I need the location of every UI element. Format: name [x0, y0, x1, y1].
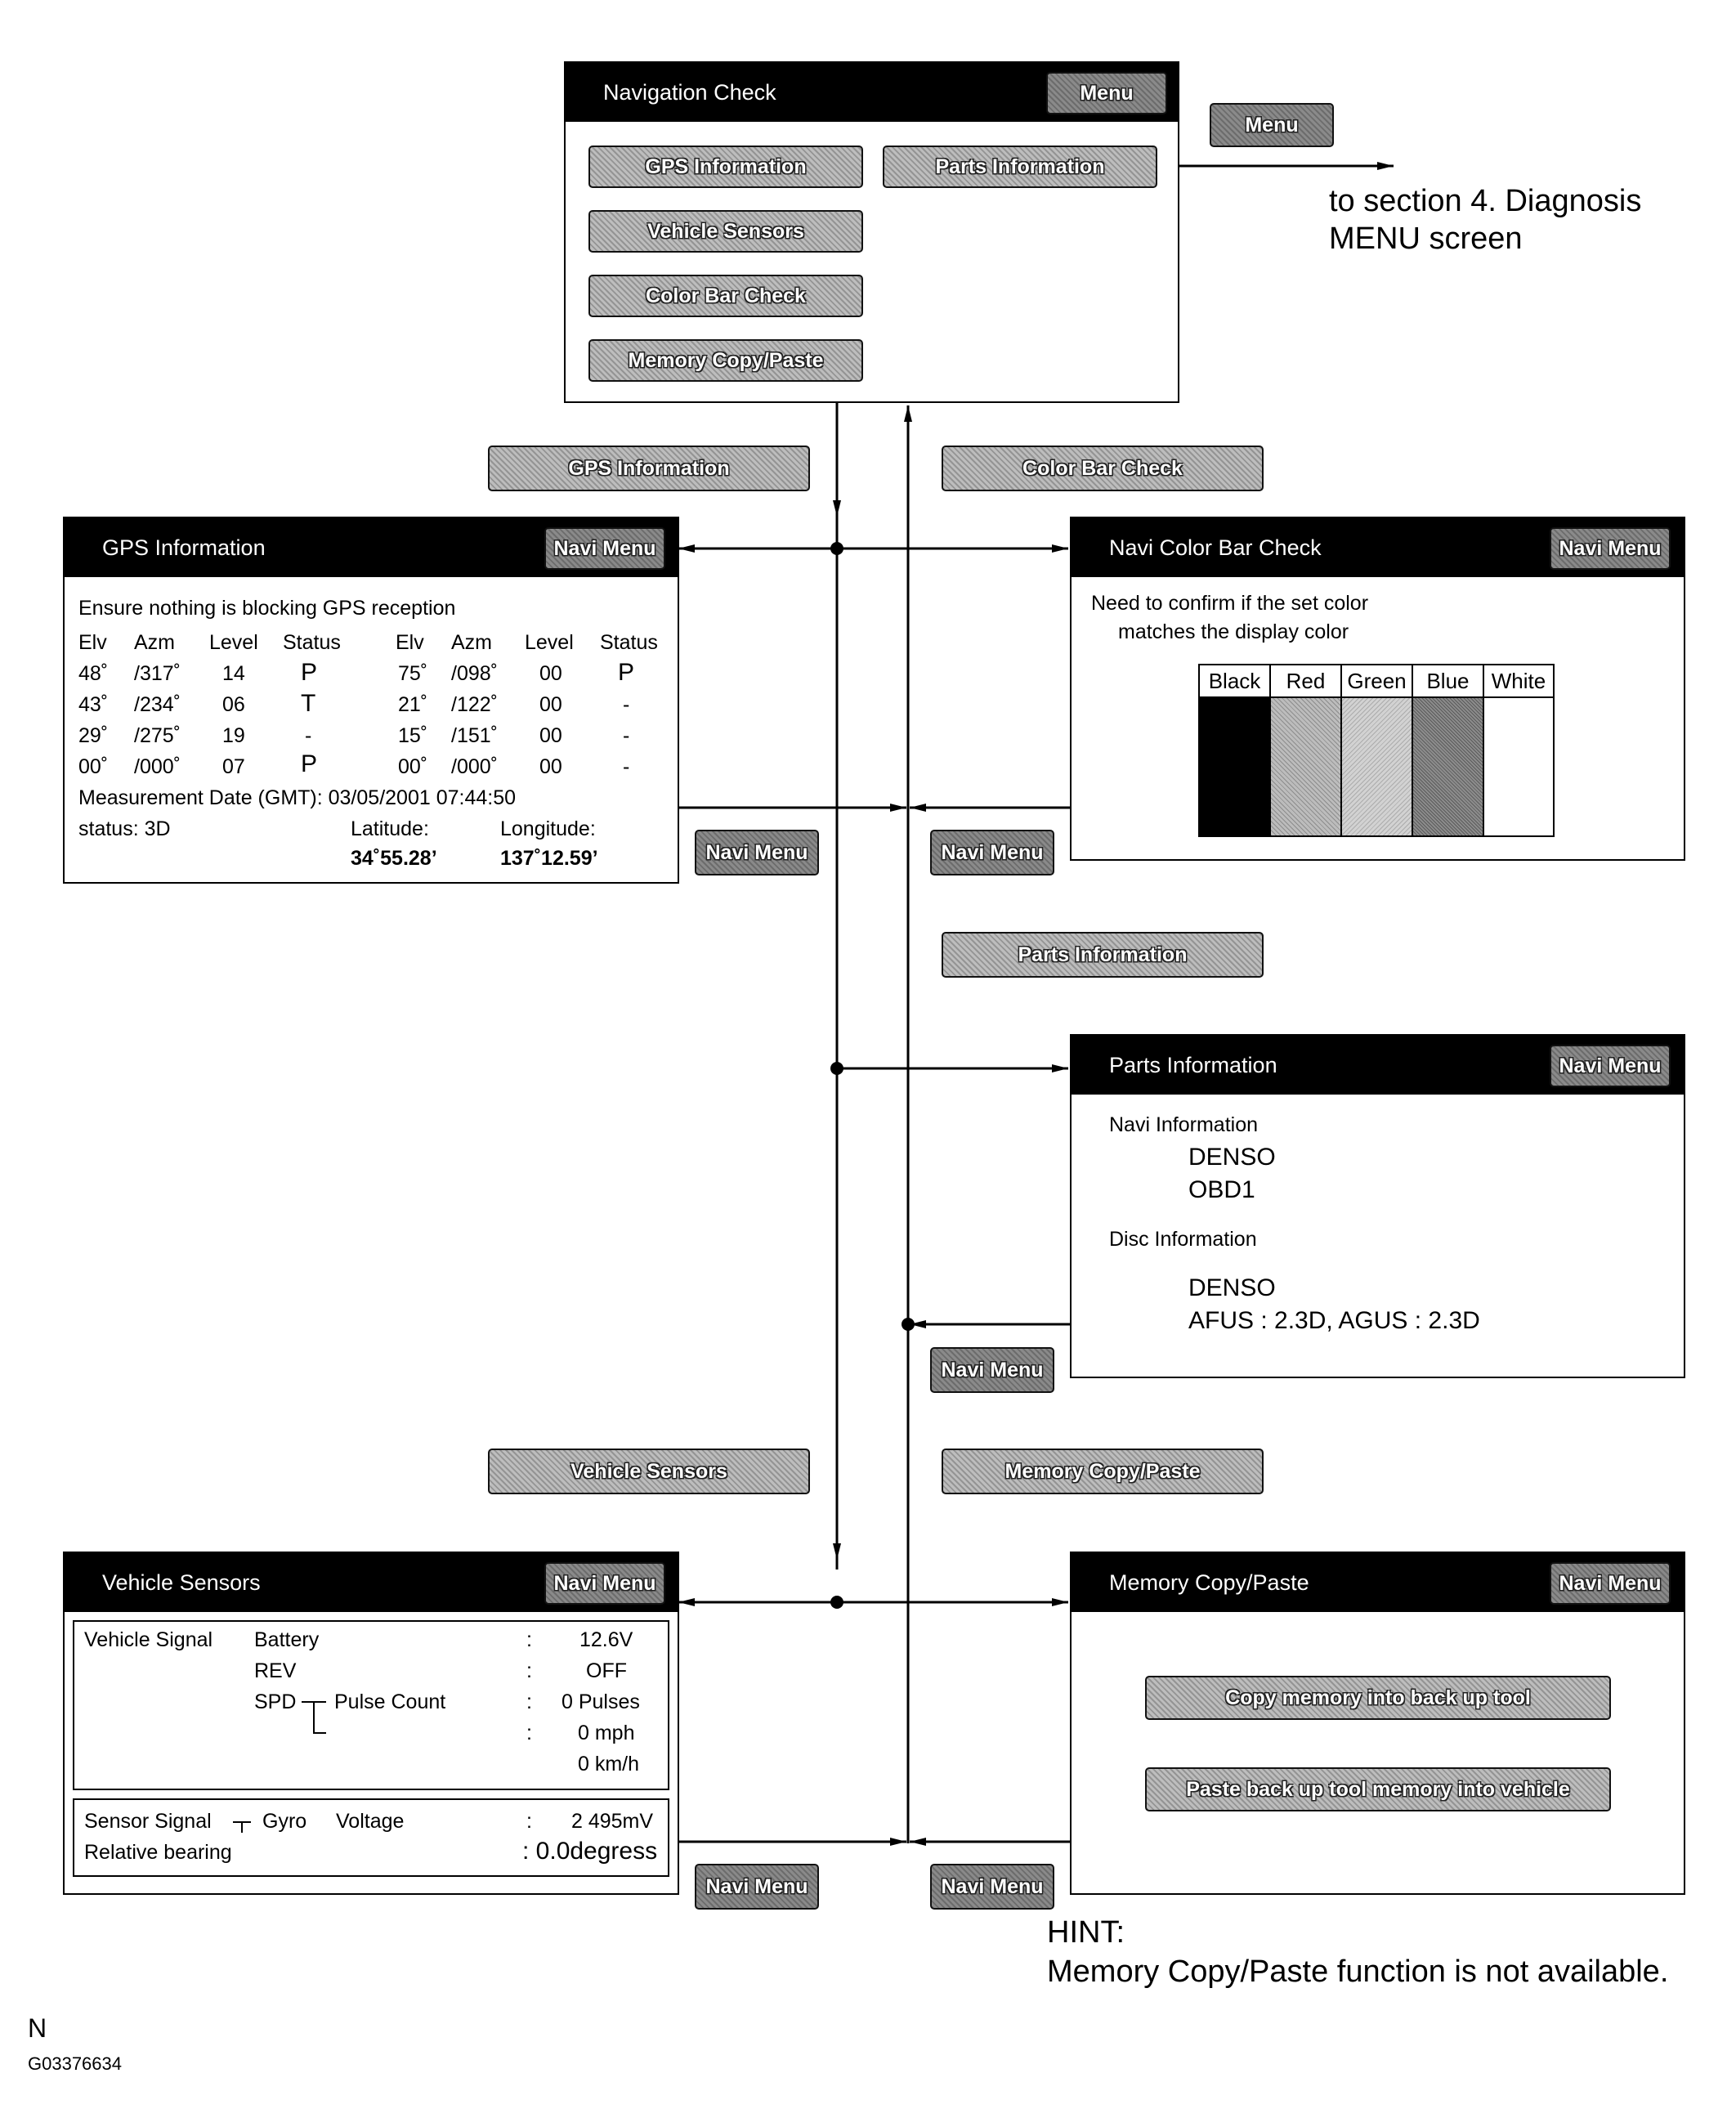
gps-cell: 14: [222, 662, 245, 685]
to-section-line-2: MENU screen: [1329, 222, 1523, 256]
gps-cell: -: [623, 693, 630, 716]
col-header: Elv: [78, 631, 107, 654]
spd-bracket: [313, 1701, 315, 1734]
gps-cell: /275˚: [134, 724, 181, 747]
gps-cell: 75˚: [398, 662, 428, 685]
gps-cell: -: [305, 724, 312, 747]
screen-title: GPS Information: [102, 535, 266, 560]
hint-label: HINT:: [1047, 1915, 1125, 1950]
gps-information-screen: [63, 517, 679, 884]
col-header: Level: [525, 631, 574, 654]
navi-menu-button[interactable]: Navi Menu: [1550, 527, 1671, 570]
latitude-label: Latitude:: [351, 817, 429, 840]
color-bar-label: Green: [1342, 665, 1412, 698]
gps-cell: 00˚: [398, 755, 428, 778]
voltage-value: 2 495mV: [571, 1810, 654, 1833]
flow-label-parts: Parts Information: [942, 932, 1264, 978]
screen-header: [65, 518, 678, 577]
gps-cell: T: [301, 690, 316, 717]
to-section-line-1: to section 4. Diagnosis: [1329, 184, 1642, 218]
sensor-bracket: [241, 1821, 243, 1833]
rev-value: OFF: [586, 1659, 627, 1682]
pulse-count-label: Pulse Count: [334, 1690, 446, 1713]
gps-cell: 00: [539, 724, 562, 747]
speed-kmh-value: 0 km/h: [578, 1753, 640, 1775]
flow-label-navi-menu: Navi Menu: [695, 1864, 819, 1910]
relative-bearing-label: Relative bearing: [84, 1841, 232, 1864]
gps-cell: 19: [222, 724, 245, 747]
parts-information-button[interactable]: Parts Information: [883, 146, 1157, 188]
navi-information-label: Navi Information: [1109, 1113, 1259, 1136]
gps-cell: 00: [539, 693, 562, 716]
separator-colon: :: [526, 1722, 532, 1744]
sensor-signal-label: Sensor Signal: [84, 1810, 212, 1833]
rev-label: REV: [254, 1659, 297, 1682]
gps-note: Ensure nothing is blocking GPS reception: [78, 597, 456, 620]
navi-information-value: DENSO: [1188, 1144, 1276, 1171]
color-bar-table: [1198, 664, 1555, 837]
color-bar-label: Black: [1200, 665, 1269, 698]
gps-cell: /317˚: [134, 662, 181, 685]
flow-label-navi-menu: Navi Menu: [930, 1864, 1054, 1910]
copy-memory-button[interactable]: Copy memory into back up tool: [1145, 1676, 1611, 1720]
color-swatch-green: [1342, 698, 1412, 835]
flow-label-vehicle: Vehicle Sensors: [488, 1449, 810, 1494]
screen-title: Memory Copy/Paste: [1109, 1570, 1309, 1595]
voltage-label: Voltage: [336, 1810, 405, 1833]
paste-memory-button[interactable]: Paste back up tool memory into vehicle: [1145, 1767, 1611, 1811]
color-note-1: Need to confirm if the set color: [1091, 592, 1369, 615]
figure-code: G03376634: [28, 2053, 122, 2074]
junction-dot: [830, 1062, 843, 1075]
col-header: Azm: [451, 631, 492, 654]
parts-information-screen: [1070, 1034, 1685, 1378]
screen-title: Parts Information: [1109, 1053, 1277, 1077]
gps-status: status: 3D: [78, 817, 171, 840]
color-bar-label: Blue: [1413, 665, 1483, 698]
navi-menu-button[interactable]: Navi Menu: [544, 1562, 665, 1605]
vehicle-sensors-button[interactable]: Vehicle Sensors: [588, 210, 863, 253]
screen-header: [65, 1553, 678, 1612]
col-header: Status: [283, 631, 341, 654]
gps-cell: /122˚: [451, 693, 498, 716]
longitude-label: Longitude:: [500, 817, 596, 840]
gps-cell: -: [623, 724, 630, 747]
junction-dot: [830, 542, 843, 555]
measurement-date: Measurement Date (GMT): 03/05/2001 07:44:50: [78, 786, 517, 809]
menu-flow-label: Menu: [1210, 103, 1334, 147]
navi-menu-button[interactable]: Navi Menu: [544, 527, 665, 570]
screen-header: [566, 63, 1178, 122]
flow-label-memory: Memory Copy/Paste: [942, 1449, 1264, 1494]
separator-colon: :: [526, 1659, 532, 1682]
flow-label-navi-menu: Navi Menu: [695, 830, 819, 875]
color-swatch-red: [1271, 698, 1340, 835]
screen-title: Navi Color Bar Check: [1109, 535, 1322, 560]
north-marker: N: [28, 2013, 47, 2043]
color-swatch-blue: [1413, 698, 1483, 835]
gps-cell: P: [301, 659, 318, 686]
disc-information-label: Disc Information: [1109, 1228, 1257, 1251]
gps-cell: 00: [539, 662, 562, 685]
gps-cell: 07: [222, 755, 245, 778]
longitude-value: 137˚12.59’: [500, 847, 598, 870]
battery-label: Battery: [254, 1628, 320, 1651]
speed-mph-value: 0 mph: [578, 1722, 635, 1744]
gps-cell: 48˚: [78, 662, 109, 685]
disc-information-value: DENSO: [1188, 1274, 1276, 1301]
vehicle-sensors-screen: [63, 1552, 679, 1895]
color-swatch-white: [1484, 698, 1553, 835]
spd-bracket: [313, 1732, 326, 1734]
sensor-signal-box: [73, 1798, 669, 1877]
spd-label: SPD: [254, 1690, 297, 1713]
gyro-label: Gyro: [262, 1810, 307, 1833]
gps-cell: 15˚: [398, 724, 428, 747]
color-bar-red: [1271, 665, 1342, 835]
flow-label-navi-menu: Navi Menu: [930, 830, 1054, 875]
memory-copy-paste-screen: [1070, 1552, 1685, 1895]
vehicle-signal-label: Vehicle Signal: [84, 1628, 213, 1651]
screen-title: Vehicle Sensors: [102, 1570, 261, 1595]
gps-cell: /151˚: [451, 724, 498, 747]
separator-colon: :: [526, 1628, 532, 1651]
gps-cell: 21˚: [398, 693, 428, 716]
gps-cell: 00˚: [78, 755, 109, 778]
color-bar-label: Red: [1271, 665, 1340, 698]
gps-cell: /000˚: [451, 755, 498, 778]
latitude-value: 34˚55.28’: [351, 847, 437, 870]
col-header: Level: [209, 631, 258, 654]
flow-label-gps: GPS Information: [488, 446, 810, 491]
color-bar-blue: [1413, 665, 1484, 835]
navi-menu-button[interactable]: Navi Menu: [1550, 1045, 1671, 1087]
pulse-count-value: 0 Pulses: [562, 1690, 640, 1713]
battery-value: 12.6V: [579, 1628, 633, 1651]
col-header: Elv: [396, 631, 424, 654]
vehicle-signal-box: [73, 1620, 669, 1790]
color-note-2: matches the display color: [1118, 620, 1349, 643]
col-header: Azm: [134, 631, 175, 654]
gps-cell: /098˚: [451, 662, 498, 685]
navi-menu-button[interactable]: Navi Menu: [1550, 1562, 1671, 1605]
color-bar-green: [1342, 665, 1413, 835]
color-bar-check-button[interactable]: Color Bar Check: [588, 275, 863, 317]
gps-cell: P: [301, 750, 318, 777]
navi-information-value: OBD1: [1188, 1176, 1255, 1203]
gps-cell: P: [618, 659, 635, 686]
color-bar-black: [1200, 665, 1271, 835]
color-bar-label: White: [1484, 665, 1553, 698]
memory-copy-paste-button[interactable]: Memory Copy/Paste: [588, 339, 863, 382]
col-header: Status: [600, 631, 658, 654]
gps-cell: 00: [539, 755, 562, 778]
hint-text: Memory Copy/Paste function is not available.: [1047, 1955, 1669, 1989]
junction-dot: [902, 1318, 915, 1331]
flow-label-navi-menu: Navi Menu: [930, 1347, 1054, 1393]
gps-cell: 29˚: [78, 724, 109, 747]
gps-cell: /234˚: [134, 693, 181, 716]
gps-information-button[interactable]: GPS Information: [588, 146, 863, 188]
separator-colon: :: [526, 1810, 532, 1833]
screen-header: [1072, 518, 1684, 577]
junction-dot: [830, 1596, 843, 1609]
menu-button[interactable]: Menu: [1046, 72, 1167, 114]
gps-cell: 06: [222, 693, 245, 716]
color-bar-white: [1484, 665, 1553, 835]
color-swatch-black: [1200, 698, 1269, 835]
gps-cell: /000˚: [134, 755, 181, 778]
flow-label-color: Color Bar Check: [942, 446, 1264, 491]
gps-cell: 43˚: [78, 693, 109, 716]
disc-information-value: AFUS : 2.3D, AGUS : 2.3D: [1188, 1307, 1480, 1334]
bearing-value: : 0.0degress: [522, 1838, 658, 1865]
gps-cell: -: [623, 755, 630, 778]
screen-title: Navigation Check: [603, 80, 776, 105]
navigation-check-screen: [564, 61, 1179, 403]
separator-colon: :: [526, 1690, 532, 1713]
screen-header: [1072, 1036, 1684, 1095]
color-bar-check-screen: [1070, 517, 1685, 861]
screen-header: [1072, 1553, 1684, 1612]
